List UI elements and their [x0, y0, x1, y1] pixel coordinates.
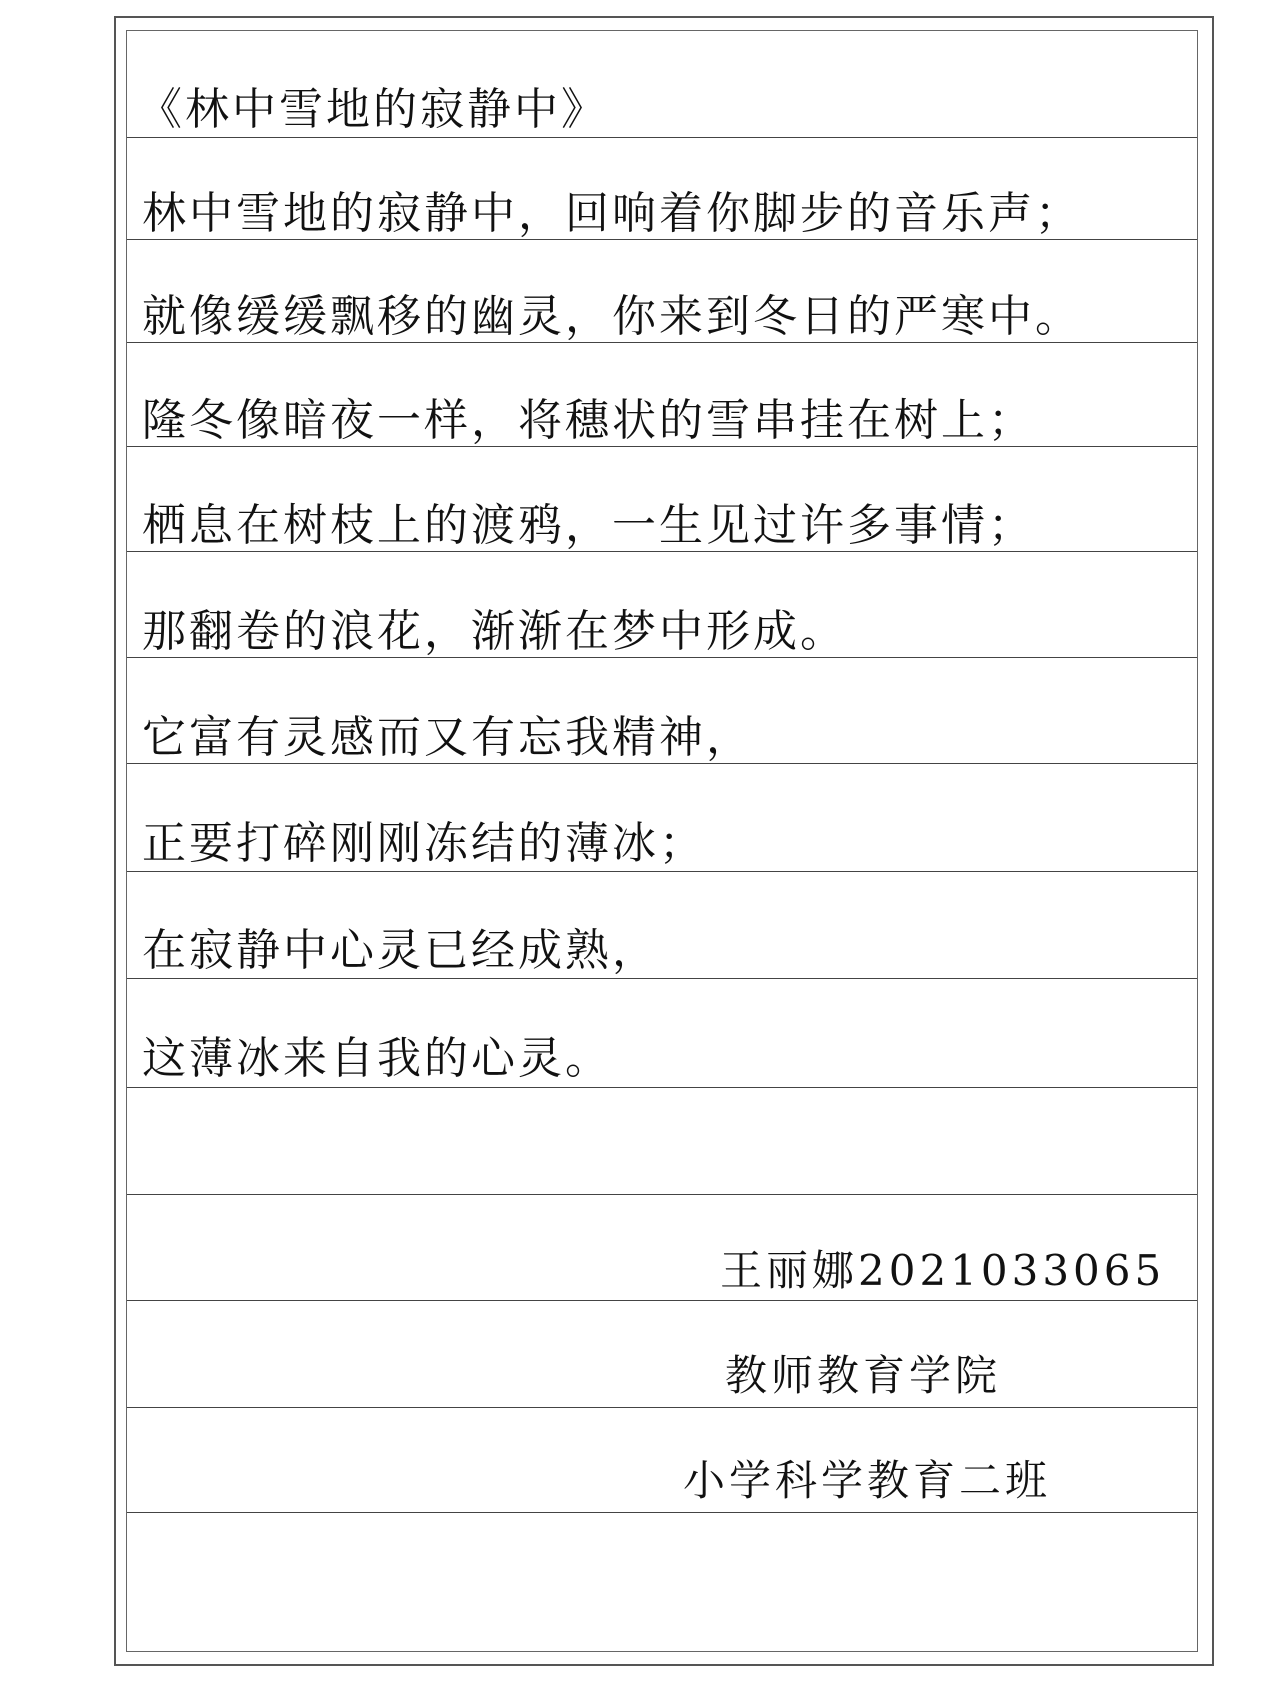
ruled-line: [127, 978, 1197, 979]
poem-line: 正要打碎刚刚冻结的薄冰；: [142, 818, 706, 869]
ruled-line: [127, 551, 1197, 552]
poem-line: 在寂静中心灵已经成熟，: [142, 925, 659, 976]
college-name: 教师教育学院: [725, 1351, 1002, 1400]
poem-title: 《林中雪地的寂静中》: [138, 84, 608, 135]
poem-line: 那翻卷的浪花，渐渐在梦中形成。: [142, 606, 847, 657]
poem-line: 林中雪地的寂静中，回响着你脚步的音乐声；: [142, 188, 1082, 239]
ruled-line: [127, 1512, 1197, 1513]
ruled-line: [127, 137, 1197, 138]
class-name: 小学科学教育二班: [683, 1456, 1052, 1505]
ruled-line: [127, 1194, 1197, 1195]
poem-line: 隆冬像暗夜一样，将穗状的雪串挂在树上；: [142, 395, 1035, 446]
ruled-line: [127, 657, 1197, 658]
author-name-id: 王丽娜2021033065: [720, 1246, 1166, 1295]
ruled-line: [127, 1407, 1197, 1408]
ruled-line: [127, 1087, 1197, 1088]
ruled-line: [127, 239, 1197, 240]
ruled-line: [127, 446, 1197, 447]
poem-line: 这薄冰来自我的心灵。: [142, 1033, 612, 1084]
ruled-line: [127, 763, 1197, 764]
poem-line: 栖息在树枝上的渡鸦，一生见过许多事情；: [142, 500, 1035, 551]
ruled-line: [127, 1300, 1197, 1301]
poem-line: 它富有灵感而又有忘我精神，: [142, 712, 753, 763]
ruled-line: [127, 871, 1197, 872]
poem-line: 就像缓缓飘移的幽灵，你来到冬日的严寒中。: [142, 291, 1082, 342]
ruled-line: [127, 342, 1197, 343]
